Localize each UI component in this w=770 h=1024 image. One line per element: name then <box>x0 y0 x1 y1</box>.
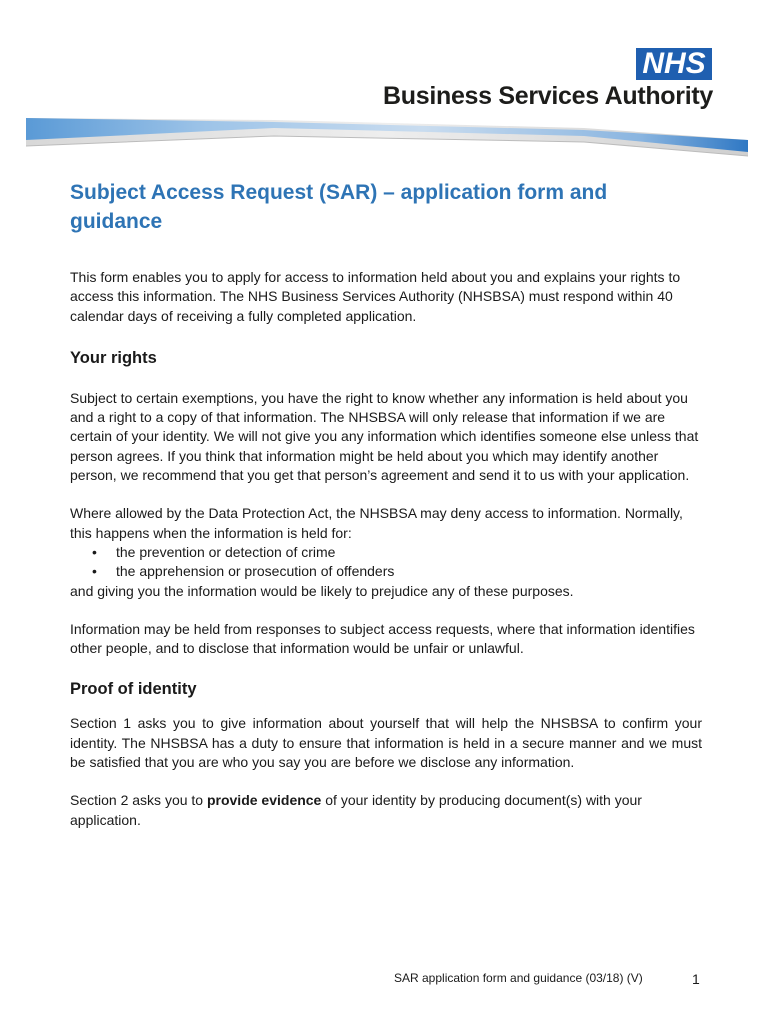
identity-paragraph-2-prefix: Section 2 asks you to <box>70 792 207 809</box>
document-body <box>70 178 702 830</box>
identity-paragraph-2-suffix: of your identity by producing document(s) with your application. <box>70 792 642 828</box>
list-item <box>70 562 702 581</box>
identity-paragraph-1: Section 1 asks you to give information about yourself that will help the NHSBSA to confirm your identity. The NHSBSA has a duty to ensure that information is held in a secure manner and we must be satisfied that you are who you say you are before we disclose any information. <box>70 715 702 771</box>
bullet-icon: • <box>92 563 97 580</box>
list-item-text: the prevention or detection of crime <box>116 543 336 560</box>
header-swoosh-graphic <box>24 112 750 162</box>
proof-of-identity-heading: Proof of identity <box>70 680 197 699</box>
list-item-text: the apprehension or prosecution of offenders <box>116 563 395 580</box>
page-title: Subject Access Request (SAR) – application form and guidance <box>70 181 608 233</box>
provide-evidence-emphasis: provide evidence <box>206 792 322 809</box>
list-item <box>70 543 702 562</box>
organisation-name: Business Services Authority <box>383 82 713 110</box>
exemptions-list <box>70 543 702 582</box>
your-rights-heading: Your rights <box>70 348 157 367</box>
rights-paragraph-3: and giving you the information would be likely to prejudice any of these purposes. <box>70 582 574 599</box>
rights-paragraph-1: Subject to certain exemptions, you have the right to know whether any information is held about you and a right to a copy of that information. The NHSBSA will only release that information if we are certain of your identity. We will not give you any information which identifies someone else unless that person agrees. If you think that information might be held about you which may identify another person, we recommend that you get that person’s agreement and send it to us with your application. <box>70 389 699 484</box>
nhs-logo: NHS <box>636 48 712 80</box>
rights-paragraph-4: Information may be held from responses to subject access requests, where that information identifies other people, and to disclose that information would be unfair or unlawful. <box>70 620 695 657</box>
page-number: 1 <box>692 971 700 987</box>
footer-text: SAR application form and guidance (03/18) (V) <box>394 971 643 985</box>
identity-paragraph-2 <box>70 791 702 830</box>
rights-paragraph-2: Where allowed by the Data Protection Act, the NHSBSA may deny access to information. Normally, this happens when the information is held for: <box>70 505 683 541</box>
bullet-icon: • <box>92 543 97 560</box>
intro-paragraph: This form enables you to apply for access to information held about you and explains your rights to access this information. The NHS Business Services Authority (NHSBSA) must respond within 40 calendar days of receiving a fully completed application. <box>70 269 681 324</box>
